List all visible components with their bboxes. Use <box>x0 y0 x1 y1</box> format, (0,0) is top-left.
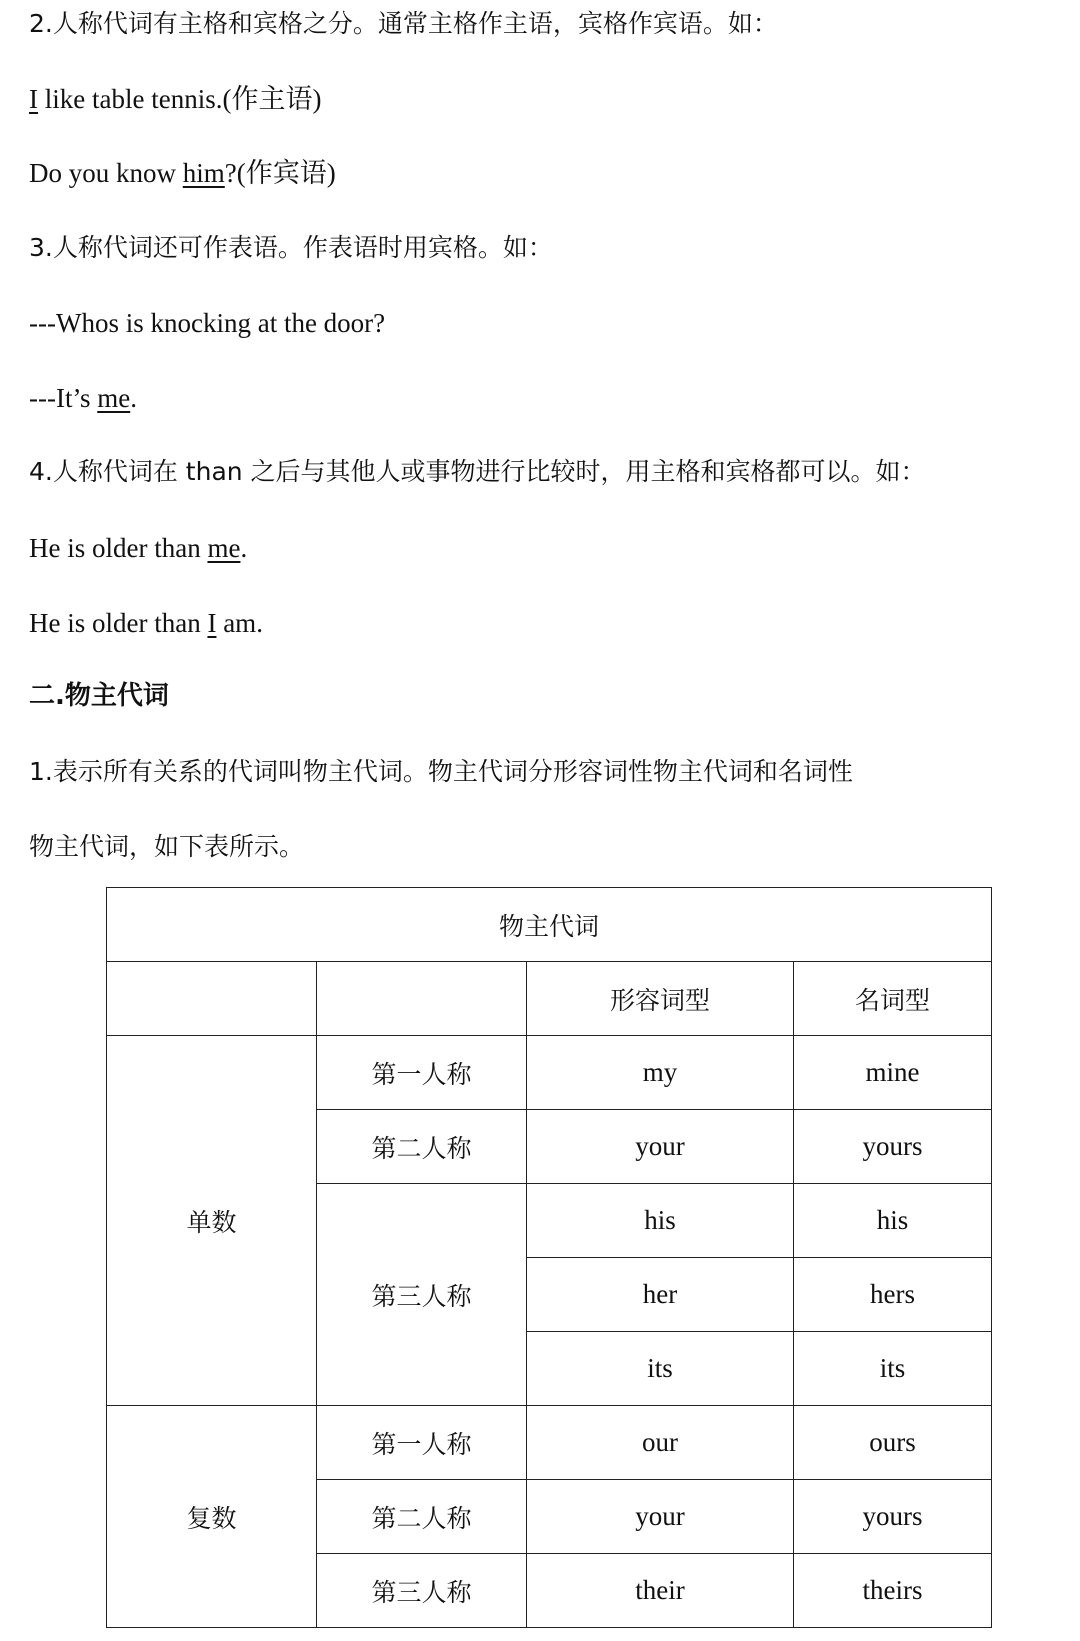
adjective-form: your <box>527 1480 794 1554</box>
adjective-form: its <box>527 1332 794 1406</box>
example-4-end: . <box>240 533 248 563</box>
header-noun-type: 名词型 <box>794 962 992 1036</box>
number-singular: 单数 <box>107 1036 317 1406</box>
adjective-form: my <box>527 1036 794 1110</box>
person-second: 第二人称 <box>317 1480 527 1554</box>
example-3-question-text: ---Whos is knocking at the door? <box>29 308 386 338</box>
noun-form: yours <box>794 1480 992 1554</box>
section-heading <box>29 678 169 714</box>
example-3-question <box>29 305 385 341</box>
example-2-rest: ?(作宾语) <box>224 158 336 188</box>
rule-2-text <box>29 6 778 42</box>
rule-5-line-2 <box>29 829 304 865</box>
example-1-rest: like table tennis.(作主语) <box>38 84 322 114</box>
table-header-row <box>107 962 992 1036</box>
example-5 <box>29 605 263 641</box>
example-3-answer <box>29 380 137 416</box>
person-second: 第二人称 <box>317 1110 527 1184</box>
person-third: 第三人称 <box>317 1184 527 1406</box>
example-5-end: am. <box>216 608 263 638</box>
noun-form: his <box>794 1184 992 1258</box>
header-empty-cell <box>107 962 317 1036</box>
adjective-form: her <box>527 1258 794 1332</box>
rule-3-text <box>29 230 553 266</box>
table-title-row <box>107 888 992 962</box>
table-title: 物主代词 <box>107 888 992 962</box>
noun-form: its <box>794 1332 992 1406</box>
noun-form: mine <box>794 1036 992 1110</box>
example-3-answer-object: me <box>97 383 131 413</box>
example-2 <box>29 155 336 191</box>
person-third: 第三人称 <box>317 1554 527 1628</box>
example-1 <box>29 81 321 117</box>
example-2-pre: Do you know <box>29 158 183 188</box>
noun-form: ours <box>794 1406 992 1480</box>
person-first: 第一人称 <box>317 1036 527 1110</box>
table-row <box>107 1406 992 1480</box>
adjective-form: our <box>527 1406 794 1480</box>
table-row <box>107 1036 992 1110</box>
example-5-subject: I <box>207 608 217 638</box>
noun-form: yours <box>794 1110 992 1184</box>
header-adjective-type: 形容词型 <box>527 962 794 1036</box>
adjective-form: their <box>527 1554 794 1628</box>
rule-5-line-1-text: 1.表示所有关系的代词叫物主代词。物主代词分形容词性物主代词和名词性 <box>29 757 853 786</box>
adjective-form: his <box>527 1184 794 1258</box>
rule-4-text <box>29 454 926 490</box>
example-1-subject: I <box>29 84 38 114</box>
header-empty-cell <box>317 962 527 1036</box>
rule-3-label: 3.人称代词还可作表语。作表语时用宾格。如： <box>29 233 553 262</box>
example-4 <box>29 530 247 566</box>
section-heading-text: 二.物主代词 <box>29 681 169 711</box>
example-3-answer-end: . <box>130 383 137 413</box>
example-5-pre: He is older than <box>29 608 208 638</box>
noun-form: hers <box>794 1258 992 1332</box>
example-4-object: me <box>207 533 241 563</box>
example-3-answer-pre: ---It’s <box>29 383 98 413</box>
example-4-pre: He is older than <box>29 533 208 563</box>
possessive-pronoun-table <box>106 887 992 1628</box>
noun-form: theirs <box>794 1554 992 1628</box>
rule-5-line-1 <box>29 754 853 790</box>
rule-5-line-2-text: 物主代词，如下表所示。 <box>29 832 305 861</box>
number-plural: 复数 <box>107 1406 317 1628</box>
person-first: 第一人称 <box>317 1406 527 1480</box>
rule-4-label: 4.人称代词在 than 之后与其他人或事物进行比较时，用主格和宾格都可以。如： <box>29 457 926 486</box>
adjective-form: your <box>527 1110 794 1184</box>
example-2-object: him <box>182 158 225 188</box>
rule-2-label: 2.人称代词有主格和宾格之分。通常主格作主语，宾格作宾语。如： <box>29 9 778 38</box>
